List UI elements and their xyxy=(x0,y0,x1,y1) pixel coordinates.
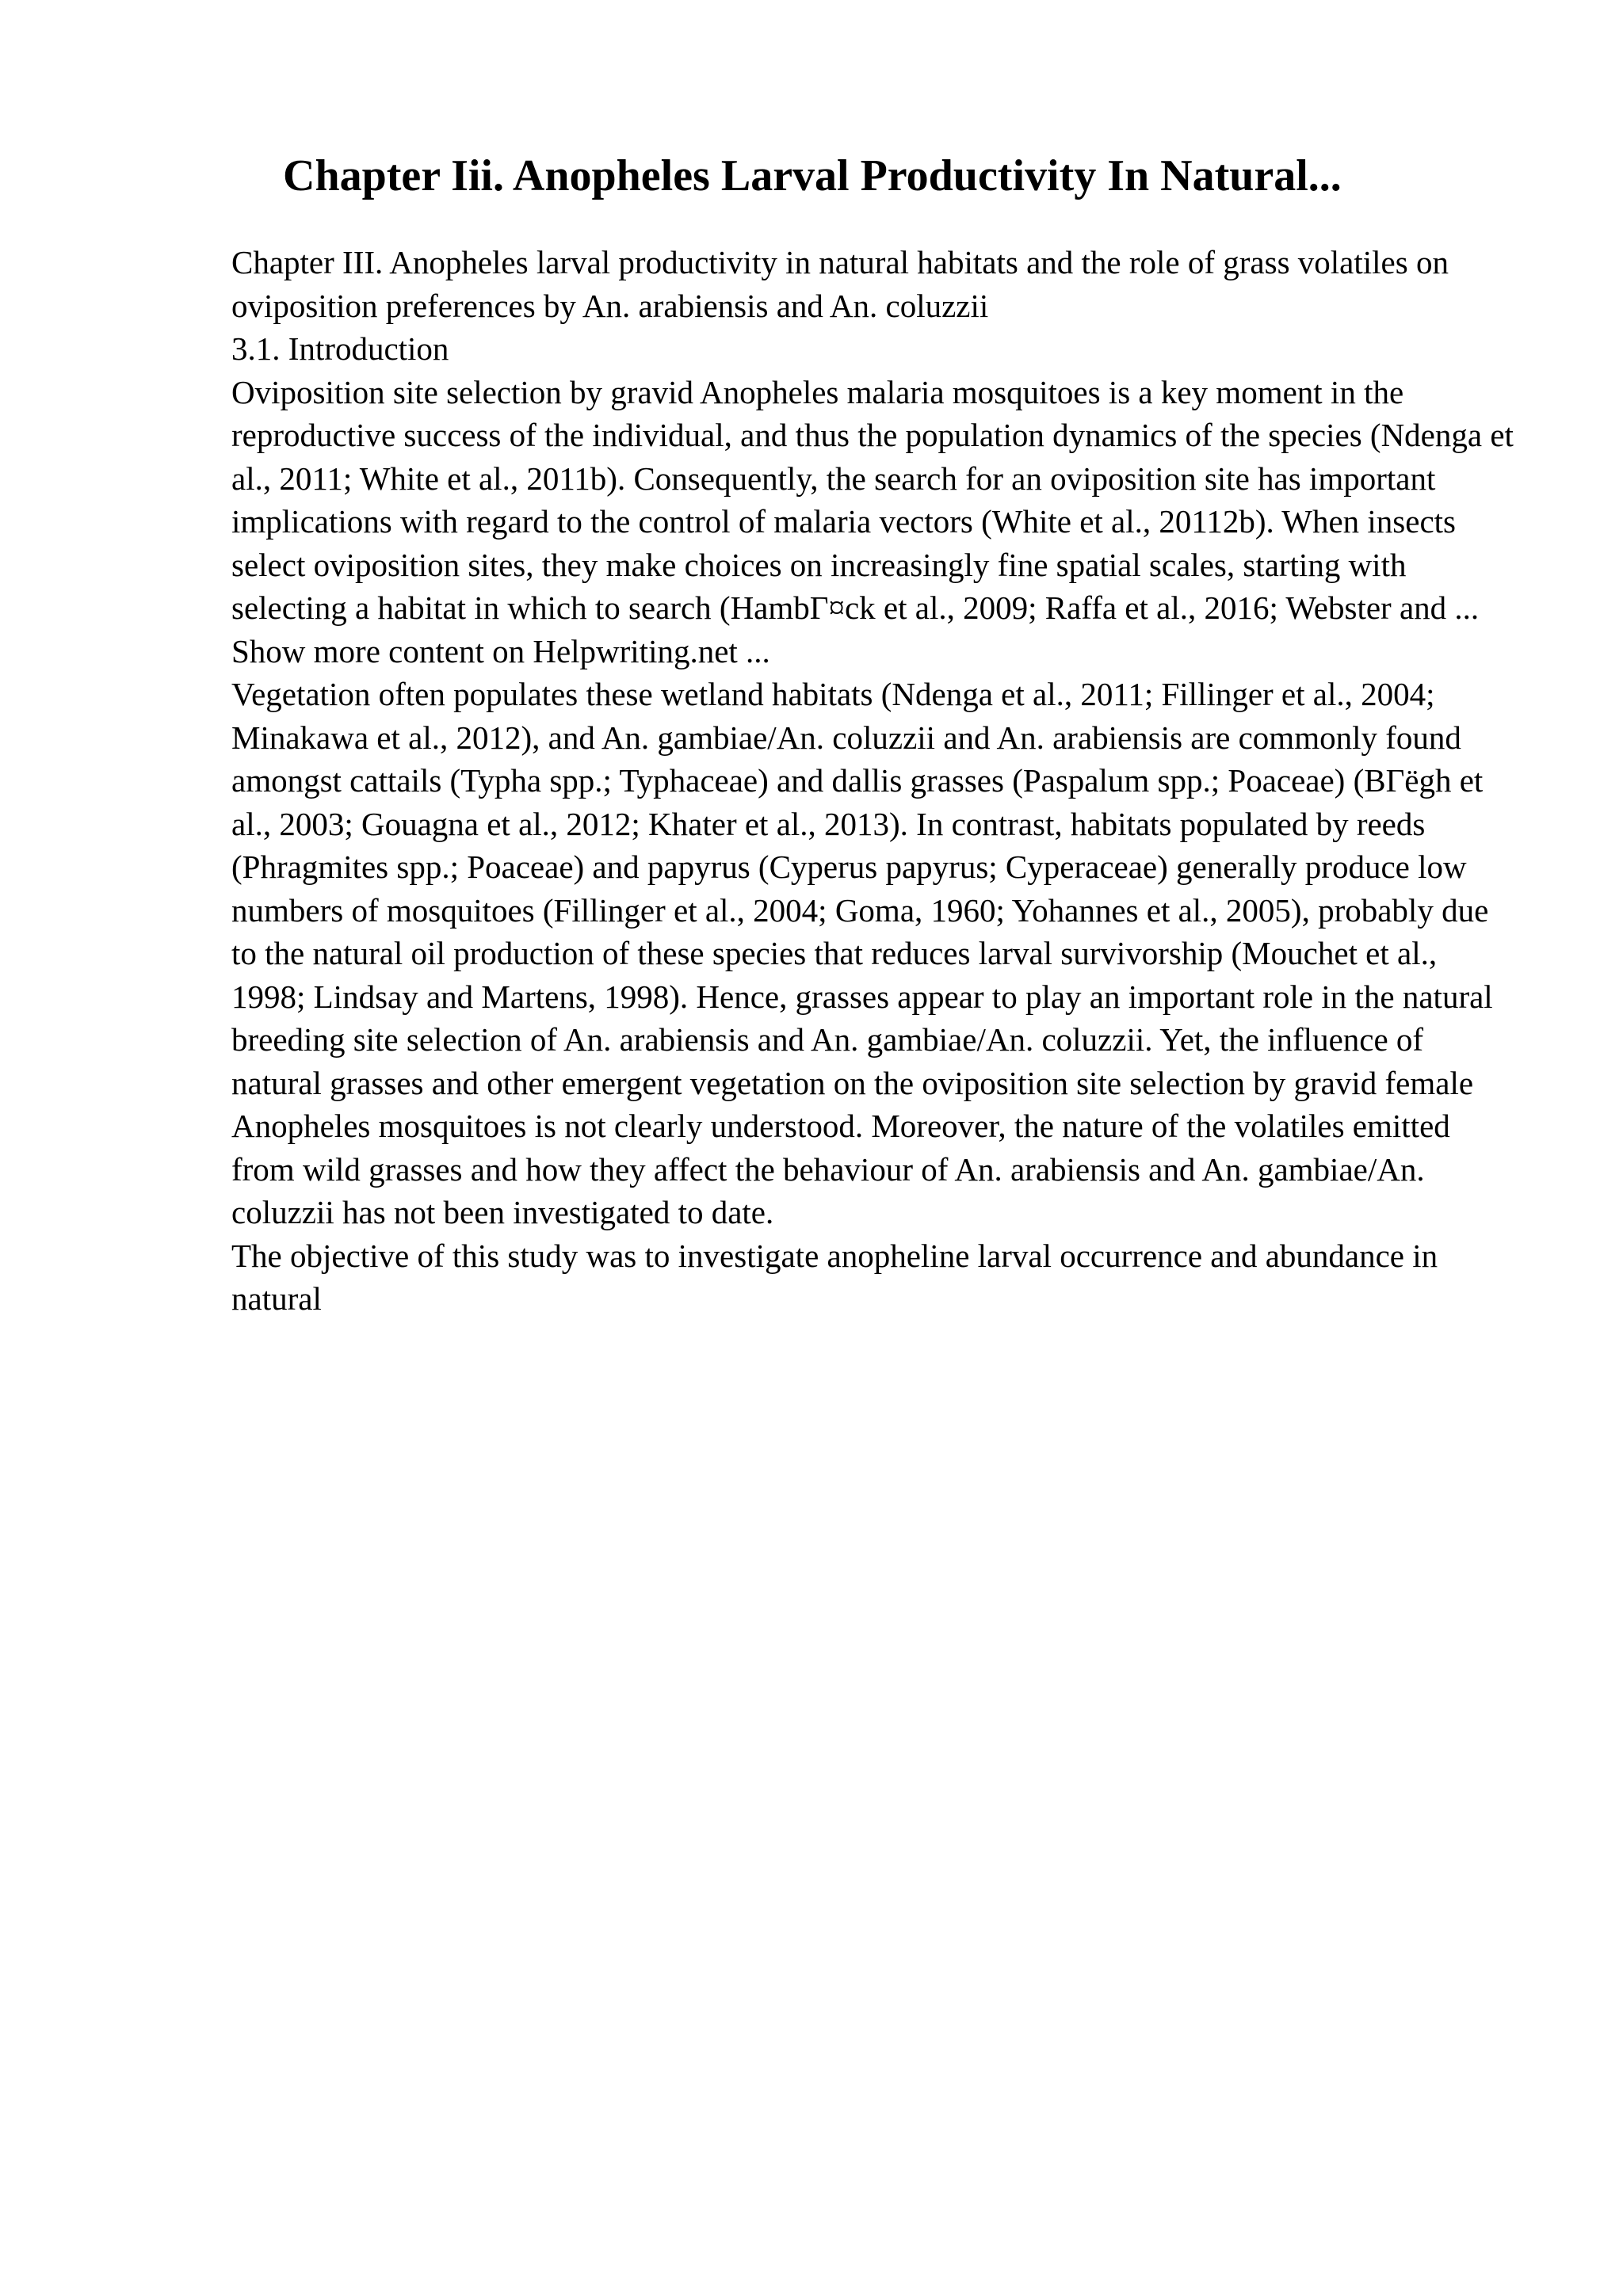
paragraph-objective: The objective of this study was to investigate anopheline larval occurrence and abundance in natural xyxy=(231,1237,1438,1318)
show-more-link[interactable]: Show more content on Helpwriting.net ... xyxy=(231,632,770,669)
section-heading: 3.1. Introduction xyxy=(231,330,449,368)
paragraph-intro xyxy=(231,371,1515,673)
paragraph-intro-text: Oviposition site selection by gravid Anopheles malaria mosquitoes is a key moment in the reproductive success of the individual, and thus the population dynamics of the species (Ndenga et al., 2011; White et al., 2011b). Consequently, the search for an oviposition site has important implications with regard to the control of malaria vectors (White et al., 20112b). When insects select oviposition sites, they make choices on increasingly fine spatial scales, starting with selecting a habitat in which to search (HambГ¤ck et al., 2009; Raffa et al., 2016; Webster and ... xyxy=(231,373,1514,627)
document-title: Chapter Iii. Anopheles Larval Productivity In Natural... xyxy=(283,151,1342,200)
document-page xyxy=(231,151,1515,1321)
paragraph-vegetation: Vegetation often populates these wetland habitats (Ndenga et al., 2011; Fillinger et al., 2004; Minakawa et al., 2012), and An. gambiae/An. coluzzii and An. arabiensis are commonly found amongst cattails (Typha spp.; Typhaceae) and dallis grasses (Paspalum spp.; Poaceae) (BГёgh et al., 2003; Gouagna et al., 2012; Khater et al., 2013). In contrast, habitats populated by reeds (Phragmites spp.; Poaceae) and papyrus (Cyperus papyrus; Cyperaceae) generally produce low numbers of mosquitoes (Fillinger et al., 2004; Goma, 1960; Yohannes et al., 2005), probably due to the natural oil production of these species that reduces larval survivorship (Mouchet et al., 1998; Lindsay and Martens, 1998). Hence, grasses appear to play an important role in the natural breeding site selection of An. arabiensis and An. gambiae/An. coluzzii. Yet, the influence of natural grasses and other emergent vegetation on the oviposition site selection by gravid female Anopheles mosquitoes is not clearly understood. Moreover, the nature of the volatiles emitted from wild grasses and how they affect the behaviour of An. arabiensis and An. gambiae/An. coluzzii has not been investigated to date. xyxy=(231,676,1493,1231)
document-subtitle: Chapter III. Anopheles larval productivity in natural habitats and the role of grass volatiles on oviposition preferences by An. arabiensis and An. coluzzii xyxy=(231,244,1449,324)
document-body xyxy=(231,241,1515,1321)
